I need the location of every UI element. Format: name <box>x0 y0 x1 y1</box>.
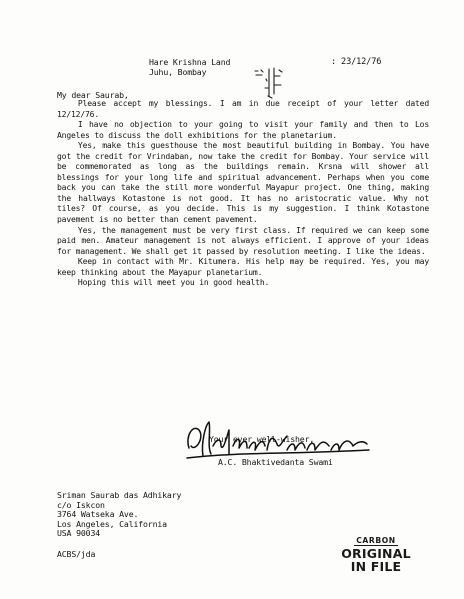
recipient-line-4: Los Angeles, California <box>57 518 167 529</box>
stamp-in-file: IN FILE <box>350 559 402 574</box>
letter-date: : 23/12/76 <box>331 57 382 67</box>
signer-name: A.C. Bhaktivedanta Swami <box>218 457 333 467</box>
handwritten-mark-icon <box>252 66 286 102</box>
recipient-line-3: 3764 Watseka Ave. <box>57 509 139 520</box>
paragraph-1: Please accept my blessings. I am in due receipt of your letter dated 12/12/76. <box>57 99 429 119</box>
address-line-1: Hare Krishna Land <box>149 57 231 67</box>
paragraph-5: Keep in contact with Mr. Kitumera. His help may be required. Yes, you may keep thinking about the Mayapur planetarium. <box>57 257 429 277</box>
closing-line: Your ever well-wisher, <box>209 434 315 444</box>
recipient-name: Sriman Saurab das Adhikary <box>57 490 182 500</box>
paragraph-6: Hoping this will meet you in good health. <box>77 278 270 288</box>
reference-initials: ACBS/jda <box>57 549 96 559</box>
salutation: My dear Saurab, <box>57 90 129 100</box>
recipient-address <box>57 491 181 539</box>
paragraph-2: I have no objection to your going to visit your family and then to Los Angeles to discuss the doll exhibitions for the planetarium. <box>57 120 429 140</box>
stamp-original: ORIGINAL <box>341 546 411 561</box>
stamp-carbon: CARBON <box>354 536 398 546</box>
paragraph-4: Yes, the management must be very first class. If required we can keep some paid men. Amateur management is not always efficient. I approve of your ideas for management. We shall get it passed by resolution meeting. I like the ideas. <box>57 225 429 256</box>
sender-address <box>149 57 230 78</box>
recipient-line-2: c/o Iskcon <box>57 499 105 510</box>
carbon-original-stamp <box>340 536 412 573</box>
letter-body <box>57 99 429 289</box>
recipient-line-5: USA 90034 <box>57 528 101 539</box>
paragraph-3: Yes, make this guesthouse the most beautiful building in Bombay. You have got the credit for Vrindaban, now take the credit for Bombay. Your service will be commemorated as long as the buildings remain. Krsna will shower all blessings for your long life and spiritual advancement. Perhaps when you come back you can take the still more wonderful Mayapur project. One thing, making the hallways Kotastone is not good. It has no aristocratic value. Why not tiles? Of course, as you decide. This is my suggestion. I think Kotastone pavement is no better than cement pavement. <box>57 141 429 225</box>
address-line-2: Juhu, Bombay <box>149 67 207 78</box>
